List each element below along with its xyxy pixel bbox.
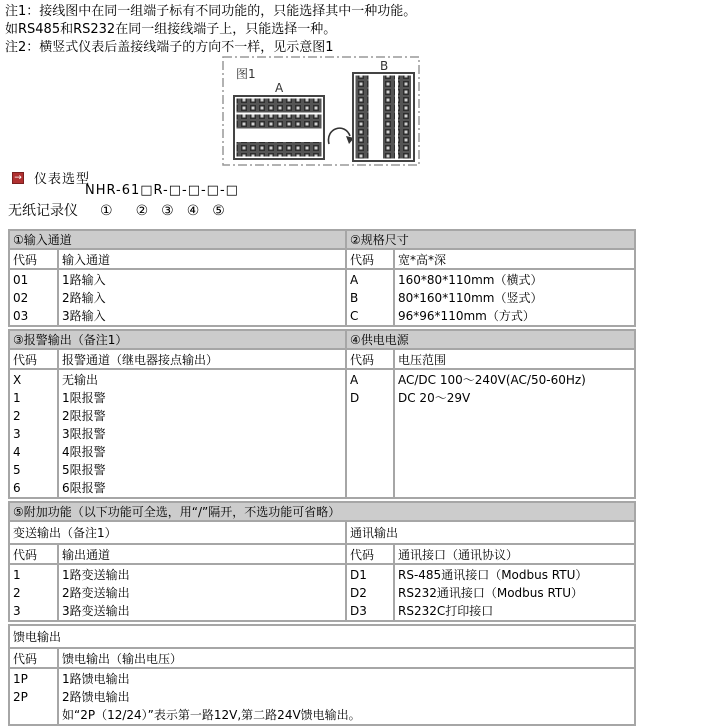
col-header: 馈电输出（输出电压） [58,648,635,668]
value: DC 20～29V [398,391,471,405]
code: 01 [13,273,29,287]
note-1: 注1：接线图中在同一组端子标有不同功能的，只能选择其中一种功能。 [5,4,417,19]
code: X [13,373,22,387]
code: C [350,309,359,323]
value: 3路变送输出 [62,604,130,618]
value: 3路输入 [62,309,106,323]
col-header: 代码 [9,249,58,269]
size-descriptions [394,269,635,326]
table-addon [8,501,636,622]
code: 4 [13,445,21,459]
col-header: 代码 [346,249,394,269]
code: 3 [13,427,21,441]
product-line [8,200,225,220]
value: RS232通讯接口（Modbus RTU） [398,586,584,600]
code: A [350,373,359,387]
size-codes [346,269,394,326]
value: 2路馈电输出 [62,690,130,704]
code: 02 [13,291,29,305]
value: 6限报警 [62,481,106,495]
code: D3 [350,604,367,618]
alarm-descriptions [58,369,346,498]
code: A [350,273,359,287]
value: 无输出 [62,373,99,387]
value: 1限报警 [62,391,106,405]
col-header: 输出通道 [58,544,346,564]
note-2: 注2：横竖式仪表后盖接线端子的方向不一样，见示意图1 [5,40,334,55]
position-mark-3: ③ [161,203,174,219]
figure-1 [222,56,420,166]
col-header: 电压范围 [394,349,635,369]
section-bullet-icon: → [12,172,24,184]
model-number: NHR-61□R-□-□-□-□ [85,183,239,198]
feed-descriptions [58,668,635,725]
code: B [350,291,359,305]
feed-subsection-header: 馈电输出 [9,625,635,648]
position-mark-5: ⑤ [212,203,225,219]
terminal-block-a [234,96,324,159]
code: D1 [350,568,367,582]
value: 1路变送输出 [62,568,130,582]
value: 1路输入 [62,273,106,287]
transmit-descriptions [58,564,346,621]
section-title-row [12,168,90,187]
code: 5 [13,463,21,477]
section-title: 仪表选型 [34,172,91,187]
transmit-subsection-header: 变送输出（备注1） [9,521,346,544]
power-section-header: ④供电电源 [346,330,635,349]
addon-section-header: ⑤附加功能（以下功能可全选，用“/”隔开，不选功能可省略） [9,502,635,521]
col-header: 代码 [9,648,58,668]
value: 2路输入 [62,291,106,305]
power-descriptions [394,369,635,498]
code: 2 [13,409,21,423]
code [13,706,54,724]
input-codes [9,269,58,326]
table-input-size [8,229,636,327]
figure-label: 图1 [236,67,256,81]
code: D [350,391,360,405]
code: 1 [13,568,21,582]
position-mark-1: ① [100,203,113,219]
col-header: 代码 [346,544,394,564]
value: 4限报警 [62,445,106,459]
table-alarm-power [8,329,636,499]
value: 160*80*110mm（横式） [398,273,543,287]
block-b-label: B [380,59,389,73]
notes-block [5,3,416,57]
comm-descriptions [394,564,635,621]
value: 80*160*110mm（竖式） [398,291,543,305]
code: 2 [13,586,21,600]
input-section-header: ①输入通道 [9,230,346,249]
position-mark-2: ② [135,203,149,219]
value: 5限报警 [62,463,106,477]
block-a-label: A [275,81,284,95]
alarm-section-header: ③报警输出（备注1） [9,330,346,349]
code: 1 [13,391,21,405]
position-mark-4: ④ [186,203,200,219]
code: 03 [13,309,29,323]
alarm-codes [9,369,58,498]
value: 2限报警 [62,409,106,423]
table-feed [8,624,636,726]
col-header: 宽*高*深 [394,249,635,269]
transmit-codes [9,564,58,621]
col-header: 通讯接口（通讯协议） [394,544,635,564]
col-header: 代码 [9,349,58,369]
value: AC/DC 100～240V(AC/50-60Hz) [398,373,586,387]
product-name: 无纸记录仪 [8,203,78,219]
note-1-continued: 如RS485和RS232在同一组接线端子上，只能选择一种。 [5,22,337,37]
power-codes [346,369,394,498]
value: RS232C打印接口 [398,604,494,618]
spec-tables [8,229,636,728]
comm-subsection-header: 通讯输出 [346,521,635,544]
value: 2路变送输出 [62,586,130,600]
comm-codes [346,564,394,621]
value: 1路馈电输出 [62,672,130,686]
value: 如“2P（12/24）”表示第一路12V,第二路24V馈电输出。 [62,708,361,722]
value: 96*96*110mm（方式） [398,309,535,323]
rotation-arrow-icon [328,128,354,144]
feed-codes [9,668,58,725]
size-section-header: ②规格尺寸 [346,230,635,249]
code: 3 [13,604,21,618]
input-descriptions [58,269,346,326]
terminal-block-b [353,73,414,161]
code: 2P [13,690,28,704]
code: 6 [13,481,21,495]
code: D2 [350,586,367,600]
code: 1P [13,672,28,686]
value: 3限报警 [62,427,106,441]
value: RS-485通讯接口（Modbus RTU） [398,568,588,582]
col-header: 代码 [9,544,58,564]
col-header: 输入通道 [58,249,346,269]
terminal-diagram [222,56,420,166]
col-header: 报警通道（继电器接点输出） [58,349,346,369]
col-header: 代码 [346,349,394,369]
